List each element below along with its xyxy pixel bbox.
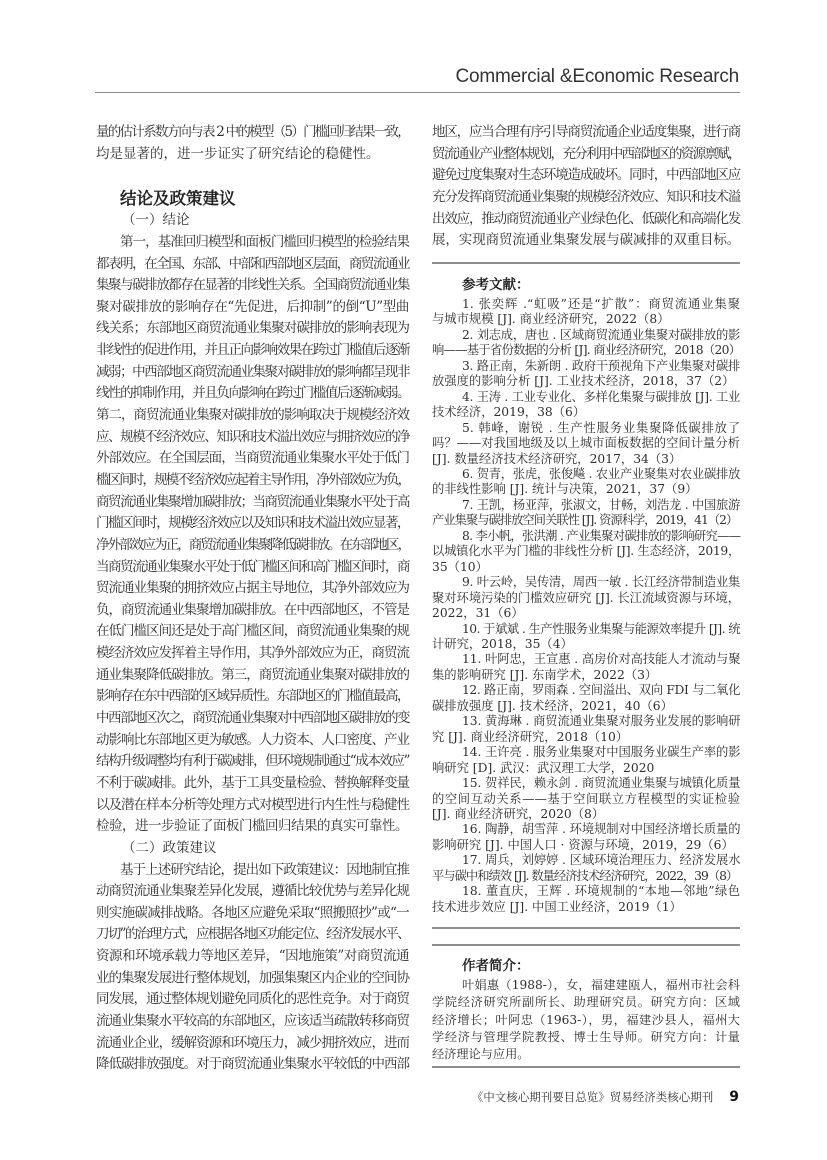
body-text-line: 流通业企业，缓解资源和环境压力，减少拥挤效应，进而 — [96, 1034, 409, 1051]
body-text-line: 展，实现商贸流通业集聚发展与碳减排的双重目标。 — [432, 232, 741, 249]
references-title: 参考文献： — [462, 277, 530, 293]
reference-line: 17. 周兵，刘婷婷 . 区域环境治理压力、经济发展水 — [462, 853, 741, 868]
reference-item — [432, 359, 740, 390]
body-text-line: 第一，基准回归模型和面板门槛回归模型的检验结果 — [120, 233, 409, 250]
reference-line: 18. 董直庆，王辉 . 环境规制的“本地—邻地”绿色 — [462, 884, 740, 899]
reference-line: 产业集聚与碳排放空间关联性 [J]. 资源科学，2019，41（2） — [432, 513, 738, 528]
body-text-line: 流通业集聚水平较高的东部地区，应该适当疏散转移商贸 — [96, 1012, 409, 1029]
reference-item — [432, 822, 740, 853]
reference-line: 碳排放强度 [J]. 技术经济，2021，40（6） — [432, 698, 673, 713]
reference-item — [432, 714, 740, 745]
body-text-line: 影响存在东中西部的区域异质性。东部地区的门槛值最高， — [96, 688, 409, 705]
author-bio-line: 叶娟惠（1988-），女，福建建瓯人，福州市社会科 — [462, 978, 740, 992]
body-text-line: 贸流通业产业整体规划，充分利用中西部地区的资源禀赋， — [432, 145, 740, 162]
reference-line: 的空间互动关系——基于空间联立方程模型的实证检验 — [432, 791, 740, 806]
body-text-line: 应、规模不经济效应、知识和技术溢出效应与拥挤效应的净 — [96, 428, 409, 445]
right-column — [432, 122, 740, 252]
body-text-line: 避免过度集聚对生态环境造成破坏。同时，中西部地区应 — [432, 167, 740, 184]
reference-item — [432, 683, 740, 714]
body-text-line: 降低碳排放强度。对于商贸流通业集聚水平较低的中西部 — [96, 1056, 409, 1073]
left-column — [96, 122, 409, 1076]
reference-line: 14. 王许亮 . 服务业集聚对中国服务业碳生产率的影 — [462, 745, 741, 760]
reference-line: 2022，31（6） — [432, 606, 524, 621]
author-bio-line: 经济理论与应用。 — [432, 1047, 530, 1062]
reference-line: 2. 刘志成，唐也 . 区域商贸流通业集聚对碳排放的影 — [462, 327, 740, 342]
body-text-line: 集聚与碳排放都存在显著的非线性关系。全国商贸流通业集 — [96, 277, 409, 294]
body-text-line: 以及潜在样本分析等处理方式对模型进行内生性与稳健性 — [96, 796, 409, 813]
references-list — [432, 297, 740, 915]
references-bottom-rule — [432, 927, 740, 929]
body-text-line: 充分发挥商贸流通业集聚的规模经济效应、知识和技术溢 — [432, 188, 740, 205]
author-bio-title: 作者简介： — [462, 958, 530, 974]
reference-item — [432, 297, 740, 328]
reference-item — [432, 575, 740, 621]
reference-line: 聚对环境污染的门槛效应研究 [J]. 长江流域资源与环境， — [432, 590, 740, 605]
reference-item — [432, 884, 740, 915]
body-text-line: 结构升级调整均有利于碳减排，但环境规制通过“成本效应” — [96, 753, 409, 770]
reference-line: 16. 陶静，胡雪萍 . 环境规制对中国经济增长质量的 — [462, 822, 741, 837]
body-text-line: 外部效应。在全国层面，当商贸流通业集聚水平处于低门 — [96, 450, 409, 467]
body-text-line: 第二，商贸流通业集聚对碳排放的影响取决于规模经济效 — [96, 407, 409, 424]
reference-line: 8. 李小帆，张洪潮 . 产业集聚对碳排放的影响研究—— — [462, 528, 741, 543]
reference-line: 技术经济，2019，38（6） — [432, 405, 586, 420]
body-text-line: 刀切”的治理方式，应根据各地区功能定位、经济发展水平、 — [96, 926, 409, 943]
reference-line: 12. 路正南，罗雨森 . 空间溢出、双向 FDI 与二氧化 — [462, 683, 740, 698]
body-text-line: 负，商贸流通业集聚增加碳排放。在中西部地区，不管是 — [96, 601, 409, 618]
body-text-line: 当商贸流通业集聚水平处于低门槛区间和高门槛区间时，商 — [96, 558, 409, 575]
reference-line: 35（10） — [432, 559, 488, 574]
body-text-line: 通业集聚降低碳排放。第三，商贸流通业集聚对碳排放的 — [96, 666, 409, 683]
body-text-line: 线关系；东部地区商贸流通业集聚对碳排放的影响表现为 — [96, 320, 409, 337]
body-text-line: 线性的抑制作用，并且负向影响在跨过门槛值后逐渐减弱。 — [96, 385, 409, 402]
reference-line: 响研究 [D]. 武汉：武汉理工大学，2020 — [432, 760, 655, 775]
author-bio-line: 经济增长；叶阿忠（1963-），男，福建沙县人，福州大 — [432, 1012, 740, 1027]
reference-item — [432, 498, 740, 529]
reference-item — [432, 652, 740, 683]
reference-item — [432, 529, 740, 575]
reference-line: 6. 贺青，张虎，张俊飚 . 农业产业聚集对农业碳排放 — [462, 466, 740, 481]
body-text-line: 出效应，推动商贸流通业产业绿色化、低碳化和高端化发 — [432, 210, 740, 227]
body-text-line: 动商贸流通业集聚差异化发展，遵循比较优势与差异化规 — [96, 883, 409, 900]
body-text-line: 不利于碳减排。此外，基于工具变量检验、替换解释变量 — [96, 774, 409, 791]
body-text-line: 槛区间时，规模不经济效应起着主导作用，净外部效应为负， — [96, 471, 410, 488]
section-heading: 结论及政策建议 — [120, 189, 236, 209]
bio-bottom-rule — [432, 1066, 740, 1068]
reference-item — [432, 421, 740, 467]
body-text-line: 净外部效应为正，商贸流通业集聚降低碳排放。在东部地区， — [96, 536, 410, 553]
reference-line: 11. 叶阿忠，王宣惠 . 高房价对高技能人才流动与聚 — [462, 652, 741, 667]
body-text-line: 则实施碳减排战略。各地区应避免采取“照搬照抄”或“一 — [96, 904, 410, 921]
references-top-rule — [432, 262, 740, 264]
reference-item — [432, 622, 740, 653]
reference-line: 5. 韩峰，谢锐 . 生产性服务业集聚降低碳排放了 — [462, 420, 740, 435]
page-number: 9 — [729, 1089, 739, 1105]
reference-line: 集的影响研究 [J]. 东南学术，2022（3） — [432, 667, 658, 682]
reference-item — [432, 776, 740, 822]
author-bio-line: 学经济与管理学院教授、博士生导师。研究方向：计量 — [432, 1029, 740, 1044]
reference-line: [J]. 商业经济研究，2020（8） — [432, 806, 605, 821]
reference-item — [432, 853, 740, 884]
body-text-line: 聚对碳排放的影响存在“先促进，后抑制”的倒“U”型曲 — [96, 298, 409, 315]
reference-line: 13. 黄海琳 . 商贸流通业集聚对服务业发展的影响研 — [462, 714, 741, 729]
reference-line: 9. 叶云岭，吴传清，周西一敏 . 长江经济带制造业集 — [462, 575, 740, 590]
body-text-line: 贸流通业集聚的拥挤效应占据主导地位，其净外部效应为 — [96, 580, 409, 597]
reference-item — [432, 745, 740, 776]
body-text-line: 门槛区间时，规模经济效应以及知识和技术溢出效应显著， — [96, 515, 409, 532]
reference-line: 的非线性影响 [J]. 统计与决策，2021，37（9） — [432, 482, 698, 497]
body-text-line: 模经济效应发挥着主导作用，其净外部效应为正，商贸流 — [96, 645, 409, 662]
body-text-line: 资源和环境承载力等地区差异，“因地施策”对商贸流通 — [96, 948, 409, 965]
body-text-line: 在低门槛区间还是处于高门槛区间，商贸流通业集聚的规 — [96, 623, 409, 640]
body-text-line: 量的估计系数方向与表 2 中的模型（5）门槛回归结果一致， — [96, 124, 409, 140]
reference-item — [432, 467, 740, 498]
reference-line: 影响研究 [J]. 中国人口 · 资源与环境，2019，29（6） — [432, 837, 734, 852]
body-text-line: 减弱；中西部地区商贸流通业集聚对碳排放的影响都呈现非 — [96, 363, 409, 380]
reference-line: 响——基于省份数据的分析 [J]. 商业经济研究，2018（20） — [432, 343, 741, 358]
reference-line: 技术进步效应 [J]. 中国工业经济，2019（1） — [432, 899, 682, 914]
reference-line: 平与碳中和绩效 [J]. 数量经济技术经济研究，2022，39（8） — [432, 868, 738, 883]
bio-top-rule — [432, 944, 740, 946]
author-bio-line: 学院经济研究所副所长、助理研究员。研究方向：区域 — [432, 995, 740, 1010]
reference-line: 吗？——对我国地级及以上城市面板数据的空间计量分析 — [432, 436, 740, 451]
body-text-line: 动影响比东部地区更为敏感。人力资本、人口密度、产业 — [96, 731, 409, 748]
reference-line: 计研究，2018，35（4） — [432, 636, 573, 651]
body-text-line: 都表明，在全国、东部、中部和西部地区层面，商贸流通业 — [96, 255, 409, 272]
subsection-heading: （二）政策建议 — [122, 839, 217, 856]
reference-line: 15. 贺祥民，赖永剑 . 商贸流通业集聚与城镇化质量 — [462, 776, 741, 791]
body-text-line: 非线性的促进作用，并且正向影响效果在跨过门槛值后逐渐 — [96, 342, 409, 359]
body-text-line: 均是显著的，进一步证实了研究结论的稳健性。 — [96, 145, 380, 162]
body-text-line: 地区，应当合理有序引导商贸流通企业适度集聚，进行商 — [432, 124, 740, 140]
body-text-line: 业的集聚发展进行整体规划，加强集聚区内企业的空间协 — [96, 969, 409, 986]
subsection-heading: （一）结论 — [122, 212, 190, 229]
reference-item — [432, 328, 740, 359]
header-rule — [95, 92, 740, 93]
reference-line: [J]. 数量经济技术经济研究，2017，34（3） — [432, 451, 682, 466]
page-footer — [472, 1089, 739, 1105]
reference-line: 放强度的影响分析 [J]. 工业技术经济，2018，37（2） — [432, 374, 735, 389]
body-text-line: 基于上述研究结论，提出如下政策建议：因地制宜推 — [120, 861, 409, 878]
reference-line: 究 [J]. 商业经济研究，2018（10） — [432, 729, 629, 744]
author-bio — [432, 977, 740, 1063]
body-text-line: 同发展，通过整体规划避免同质化的恶性竞争。对于商贸 — [96, 991, 409, 1008]
body-text-line: 中西部地区次之，商贸流通业集聚对中西部地区碳排放的变 — [96, 710, 409, 727]
body-text-line: 商贸流通业集聚增加碳排放；当商贸流通业集聚水平处于高 — [96, 493, 409, 510]
body-text-line: 检验，进一步验证了面板门槛回归结果的真实可靠性。 — [96, 818, 408, 835]
reference-item — [432, 390, 740, 421]
reference-line: 4. 王涛 . 工业专业化、多样化集聚与碳排放 [J]. 工业 — [462, 389, 740, 404]
reference-line: 10. 于斌斌 . 生产性服务业集聚与能源效率提升 [J]. 统 — [462, 621, 740, 636]
reference-line: 3. 路正南，朱新朗 . 政府干预视角下产业集聚对碳排 — [462, 358, 740, 373]
journal-header: Commercial &Economic Research — [455, 66, 739, 87]
reference-line: 7. 王凯，杨亚萍，张淑文，甘畅，刘浩龙 . 中国旅游 — [462, 497, 740, 512]
reference-line: 与城市规模 [J]. 商业经济研究，2022（8） — [432, 312, 670, 327]
footer-text: 《中文核心期刊要目总览》贸易经济类核心期刊 — [471, 1090, 714, 1104]
reference-line: 1. 张奕辉 .“虹吸”还是“扩散”：商贸流通业集聚 — [462, 297, 740, 311]
reference-line: 以城镇化水平为门槛的非线性分析 [J]. 生态经济，2019， — [432, 544, 740, 559]
